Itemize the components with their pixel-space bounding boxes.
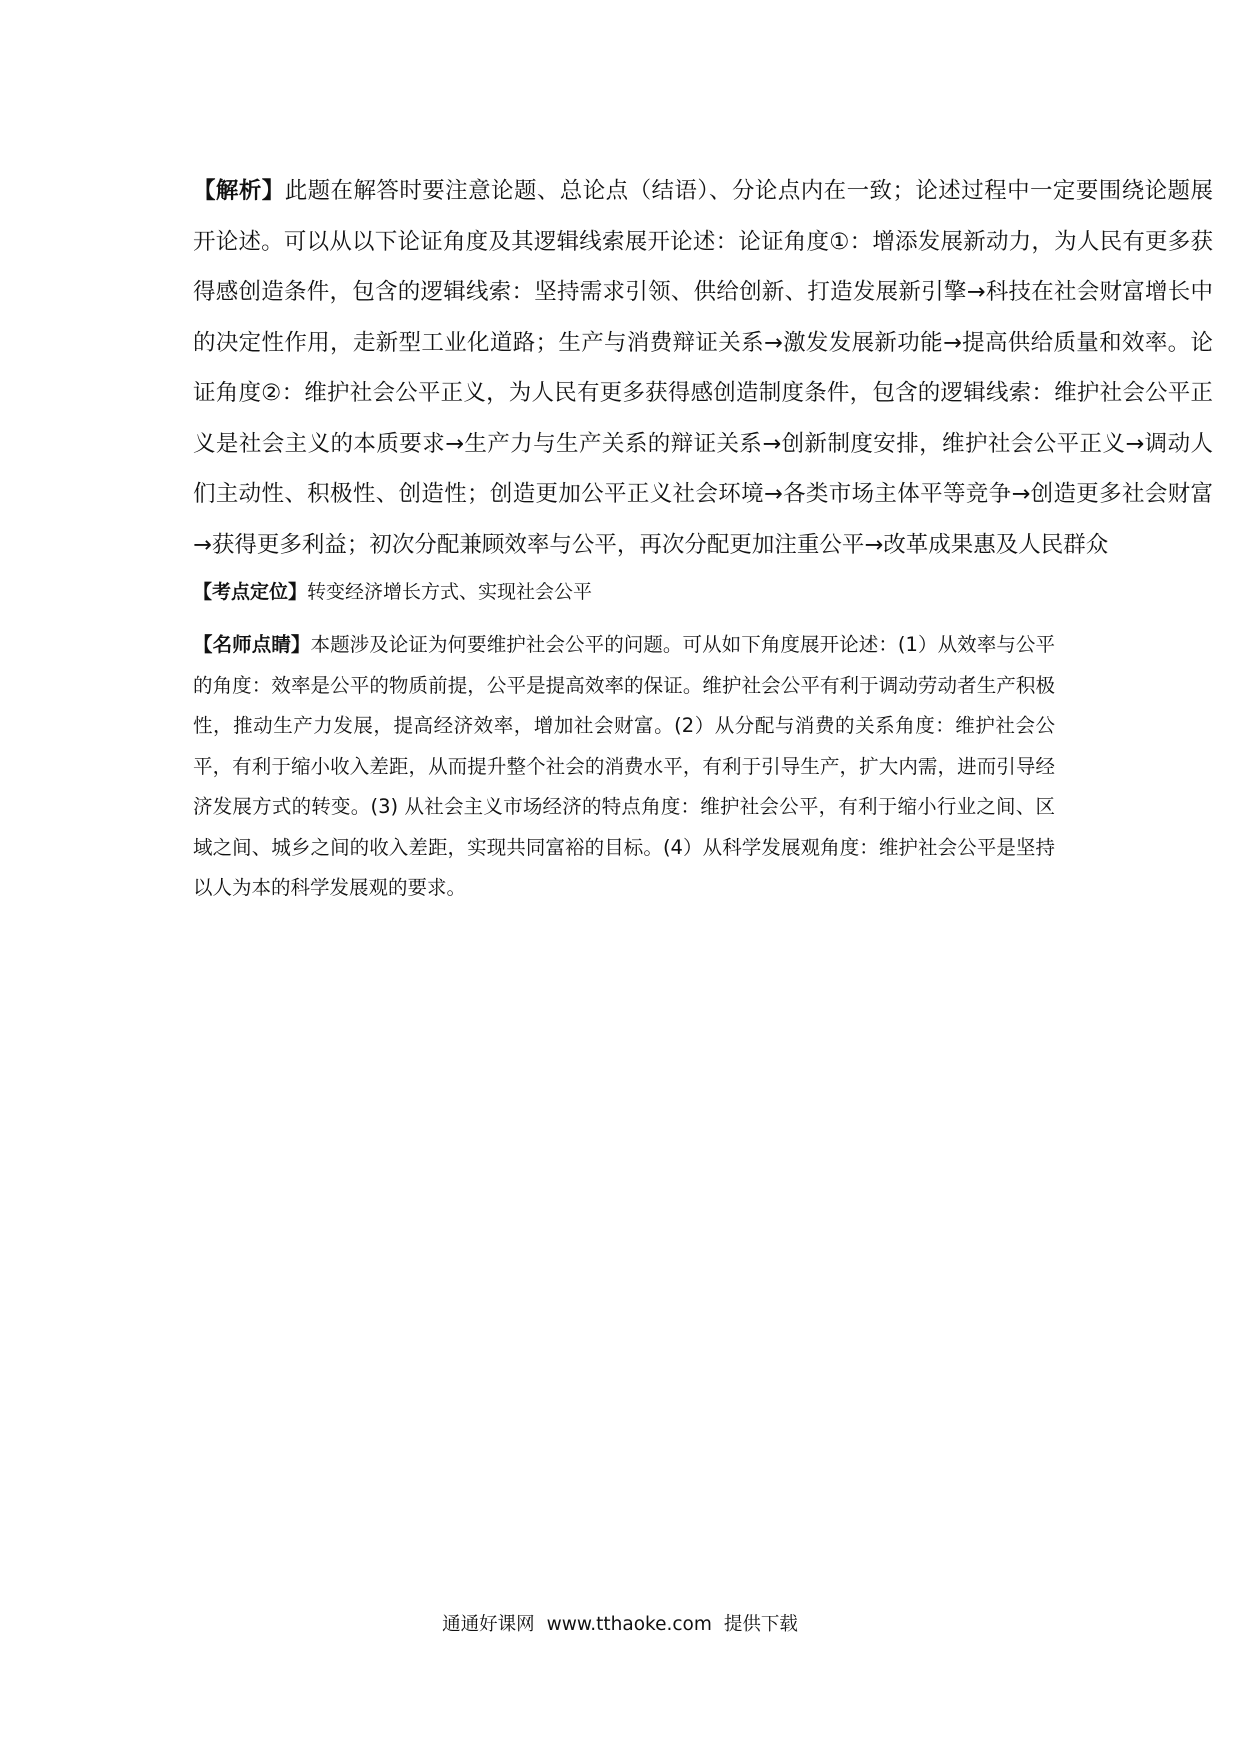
teacher-comment-text: 本题涉及论证为何要维护社会公平的问题。可从如下角度展开论述：(1）从效率与公平的角度：效率是公平的物质前提，公平是提高效率的保证。维护社会公平有利于调动劳动者生产积极性，推动生产力发展，提高经济效率，增加社会财富。(2）从分配与消费的关系角度：维护社会公平，有利于缩小收入差距，从而提升整个社会的消费水平，有利于引导生产，扩大内需，进而引导经济发展方式的转变。(3) 从社会主义市场经济的特点角度：维护社会公平，有利于缩小行业之间、区域之间、城乡之间的收入差距，实现共同富裕的目标。(4）从科学发展观角度：维护社会公平是坚持以人为本的科学发展观的要求。: [193, 633, 1055, 899]
analysis-text: 此题在解答时要注意论题、总论点（结语）、分论点内在一致；论述过程中一定要围绕论题展开论述。可以从以下论证角度及其逻辑线索展开论述：论证角度①：增添发展新动力，为人民有更多获得感创造条件，包含的逻辑线索：坚持需求引领、供给创新、打造发展新引擎→科技在社会财富增长中的决定性作用，走新型工业化道路；生产与消费辩证关系→激发发展新功能→提高供给质量和效率。论证角度②：维护社会公平正义，为人民有更多获得感创造制度条件，包含的逻辑线索：维护社会公平正义是社会主义的本质要求→生产力与生产关系的辩证关系→创新制度安排，维护社会公平正义→调动人们主动性、积极性、创造性；创造更加公平正义社会环境→各类市场主体平等竞争→创造更多社会财富→获得更多利益；初次分配兼顾效率与公平，再次分配更加注重公平→改革成果惠及人民群众: [193, 178, 1213, 558]
teacher-comment-paragraph: [193, 625, 1055, 909]
analysis-paragraph: [193, 166, 1213, 570]
footer-site-name: 通通好课网: [442, 1614, 535, 1635]
exam-point-tag: 【考点定位】: [193, 581, 308, 603]
footer-url[interactable]: www.tthaoke.com: [546, 1614, 712, 1635]
footer-suffix: 提供下载: [723, 1614, 798, 1635]
analysis-tag: 【解析】: [193, 178, 285, 204]
exam-point-text: 转变经济增长方式、实现社会公平: [307, 581, 593, 603]
exam-point-paragraph: [193, 574, 1073, 610]
page-footer: [0, 1610, 1240, 1640]
teacher-comment-tag: 【名师点睛】: [193, 633, 311, 656]
